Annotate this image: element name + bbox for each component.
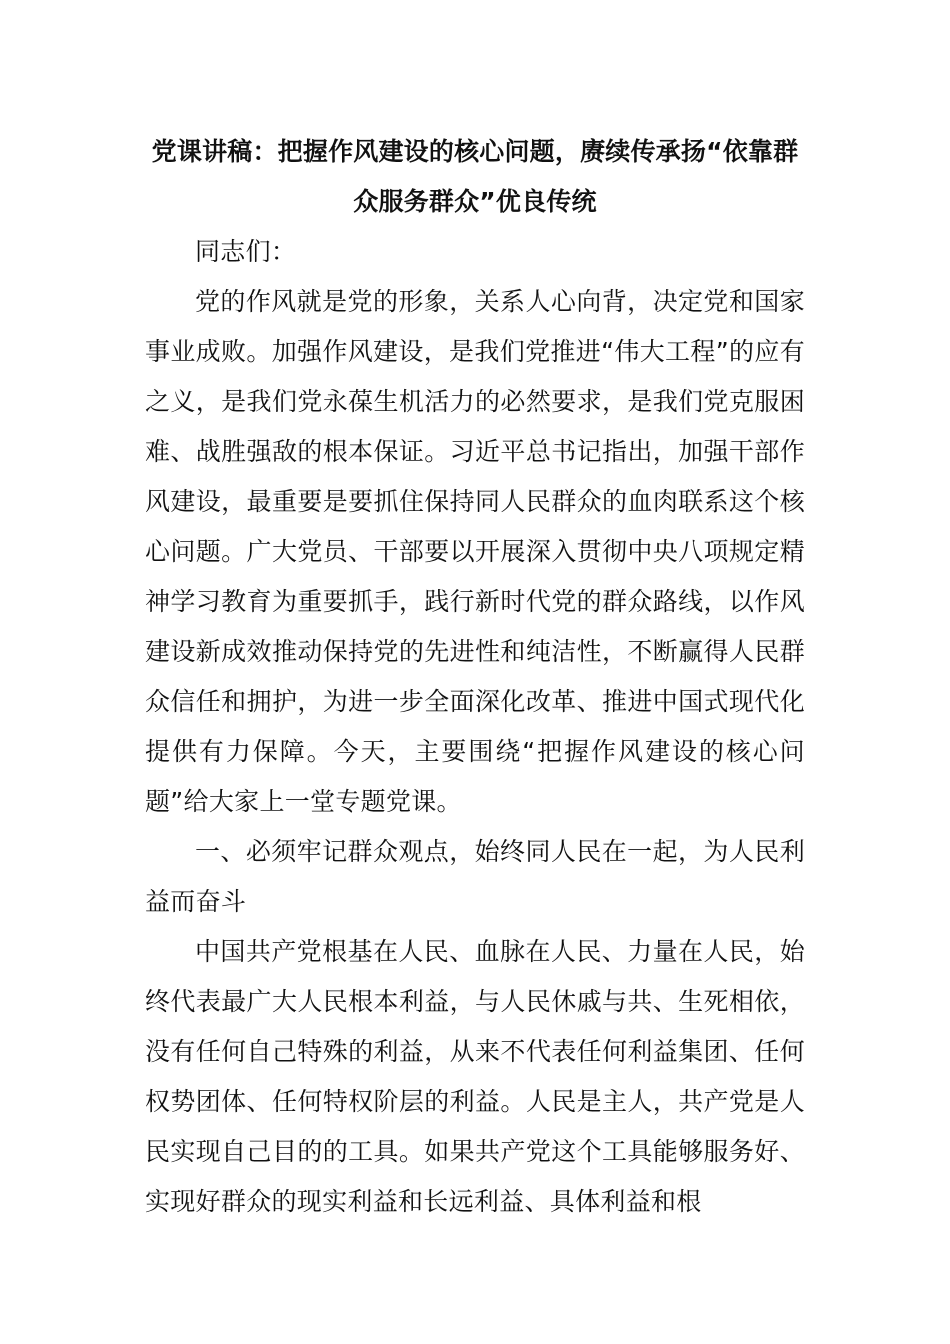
salutation: 同志们： <box>195 237 297 266</box>
body-paragraph: 党的作风就是党的形象，关系人心向背，决定党和国家事业成败。加强作风建设，是我们党推进“伟大工程”的应有之义，是我们党永葆生机活力的必然要求，是我们党克服困难、战胜强敌的根本保证。习近平总书记指出，加强干部作风建设，最重要是要抓住保持同人民群众的血肉联系这个核心问题。广大党员、干部要以开展深入贯彻中央八项规定精神学习教育为重要抓手，践行新时代党的群众路线，以作风建设新成效推动保持党的先进性和纯洁性，不断赢得人民群众信任和拥护，为进一步全面深化改革、推进中国式现代化提供有力保障。今天，主要围绕“把握作风建设的核心问题”给大家上一堂专题党课。 <box>145 287 805 816</box>
document-body <box>145 127 805 1227</box>
body-paragraph: 中国共产党根基在人民、血脉在人民、力量在人民，始终代表最广大人民根本利益，与人民休戚与共、生死相依，没有任何自己特殊的利益，从来不代表任何利益集团、任何权势团体、任何特权阶层的利益。人民是主人，共产党是人民实现自己目的的工具。如果共产党这个工具能够服务好、实现好群众的现实利益和长远利益、具体利益和根 <box>145 937 805 1216</box>
document-title: 党课讲稿：把握作风建设的核心问题，赓续传承扬“依靠群众服务群众”优良传统 <box>151 137 799 216</box>
section-heading: 一、必须牢记群众观点，始终同人民在一起，为人民利益而奋斗 <box>145 837 805 916</box>
